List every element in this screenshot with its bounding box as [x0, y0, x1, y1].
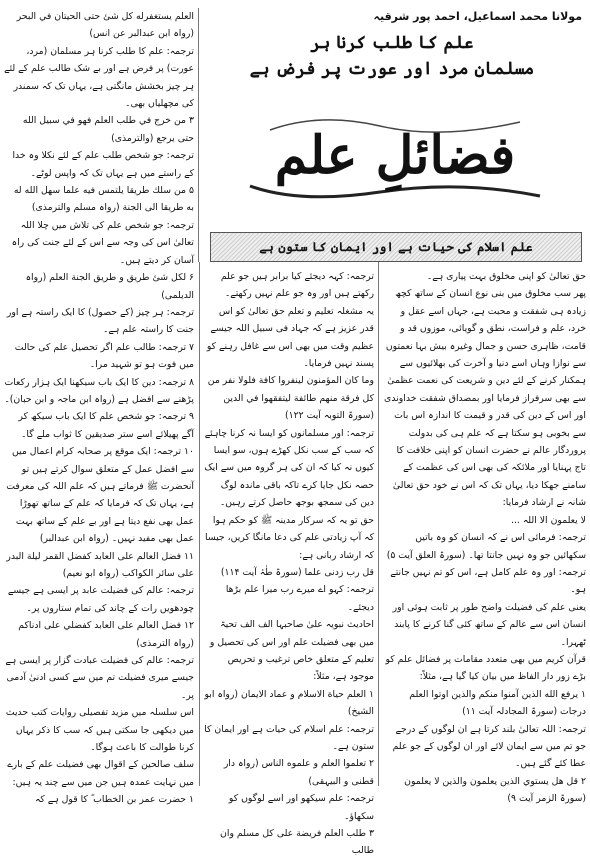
paragraph: اس سلسلہ میں مزید تفصیلی روایات کتب حدیث میں دیکھی جا سکتی ہیں کہ سب کا ذکر یہاں کرنا طوالت کا باعث ہوگا۔	[5, 707, 194, 754]
paragraph: ۱ يرفع الله الذين آمنوا منكم والذين اوتوا العلم درجات (سورۃ المجادلہ آیت ۱۱)	[409, 688, 586, 718]
paragraph: ۶ لكل شئ طريق و طريق الجنة العلم (رواہ الدیلمی)	[25, 272, 194, 301]
paragraph: ترجمہ: کہو اے میرے رب میرا علم بڑھا دیجئے۔	[225, 584, 374, 613]
tagline-line-1: علم کا طلب کرنا ہر	[310, 33, 474, 53]
paragraph: وما كان المؤمنون لينفروا كافة فلولا نفر من كل فرقة منهم طائفة ليتفقهوا في الدين (سورۃ التوبہ آیت ۱۲۲)	[207, 375, 374, 422]
column-divider	[198, 8, 199, 262]
tagline	[206, 30, 578, 82]
paragraph: ترجمہ: جو شخص طلب علم کے لئے نکلا وہ خدا کے راستے میں ہے یہاں تک کہ واپس لوٹے۔	[12, 150, 194, 179]
middle-column	[204, 268, 374, 857]
paragraph: ترجمہ: عالم کی فضیلت عبادت گزار پر ایسی ہے جیسے میری فضیلت تم میں سے کسی ادنیٰ آدمی پر۔	[5, 655, 194, 701]
paragraph: ۸ ترجمہ: دین کا ایک باب سیکھنا ایک ہزار رکعات پڑھنے سے افضل ہے (رواہ ابن ماجہ و ابن حبان)۔	[4, 376, 194, 405]
paragraph: ترجمہ: جو شخص علم کی تلاش میں چلا اللہ تعالیٰ اس کی وجہ سے اس کے لئے جنت کی راہ آسان کر دیتے ہیں۔	[11, 219, 194, 266]
paragraph: لا یعلمون الا اللہ ...	[511, 514, 586, 526]
paragraph: ۹ ترجمہ: جو شخص علم کا ایک باب سیکھ کر آگے پھیلائے اسے ستر صدیقین کا ثواب ملے گا۔	[18, 411, 194, 440]
paragraph: ترجمہ: علم اسلام کی حیات ہے اور ایمان کا ستون ہے۔	[204, 723, 374, 752]
paragraph: یعنی علم کی فضیلت واضح طور پر ثابت ہوئی اور انسان اس سے عالم کے ساتھ کئی گنا کرنے کا پابند ٹھہرا۔	[392, 601, 586, 648]
left-column	[4, 8, 194, 806]
paragraph: یہ مشغلہ تعلیم و تعلم حق تعالیٰ کو اس قدر عزیز ہے کہ جہاد فی سبیل اللہ جیسے عظیم وقت میں بھی اس سے غافل رہنے کو پسند نہیں فرمایا۔	[206, 305, 374, 370]
paragraph: ترجمہ: عالم کی فضیلت عابد پر ایسی ہے جیسے چودھویں رات کے چاند کی تمام ستاروں پر۔	[7, 585, 194, 614]
paragraph: حق تعالیٰ کو اپنی مخلوق بہت پیاری ہے۔	[426, 271, 586, 282]
paragraph: ۱۱ فضل العالم على العابد كفضل القمر ليلة البدر على سائر الكواكب (رواہ ابو نعیم)	[6, 550, 194, 579]
paragraph: احادیث نبویہ علیٰ صاحبہا الف الف تحیۃ میں بھی فضیلت علم اور اس کی تحصیل و تعلیم کے متعلق خاص ترغیب و تحریص موجود ہے، مثلاً:	[209, 619, 374, 683]
author-name: مولانا محمد اسماعیل، احمد پور شرقیہ	[373, 10, 582, 23]
right-column	[384, 268, 586, 805]
paragraph: ۲ قل هل يستوي الذين يعلمون والذين لا يعلمون (سورۃ الزمر آیت ۹)	[404, 775, 586, 805]
paragraph: ۷ ترجمہ: طالب علم اگر تحصیل علم کی حالت میں فوت ہو تو شہید مرا۔	[14, 341, 194, 371]
paragraph: ترجمہ: علم سیکھو اور اسے لوگوں کو سکھاؤ۔	[228, 793, 374, 822]
paragraph: ترجمہ: علم کا طلب کرنا ہر مسلمان (مرد، عورت) پر فرض ہے اور بے شک طالب علم کے لئے ہر چیز بخشش مانگتی ہے، یہاں تک کہ سمندر کی مچھلیاں بھی۔	[4, 45, 194, 110]
paragraph: ترجمہ: اور وہ علم کامل ہے، اس کو تم نہیں جانتے ہو۔	[390, 566, 586, 596]
paragraph: ترجمہ: کہہ دیجئے کیا برابر ہیں جو علم رکھتے ہیں اور وہ جو علم نہیں رکھتے۔	[220, 271, 374, 300]
title-text: فضائلِ علم	[274, 125, 516, 186]
paragraph: قرآن کریم میں بھی متعدد مقامات پر فضائل علم کو بڑے زور دار الفاظ میں بیان کیا گیا ہے، مثلاً:	[385, 653, 586, 683]
paragraph: سلف صالحین کے اقوال بھی فضیلت علم کے بارے میں نہایت عمدہ ہیں جن میں سے چند یہ ہیں:	[7, 759, 194, 788]
paragraph: پھر سب مخلوق میں بنی نوع انسان کے ساتھ کچھ زیادہ ہی شفقت و محبت ہے، جہاں اسے عقل و خرد، علم و فراست، نطق و گویائی، موزوں قد و قامت، ظاہری حسن و جمال وغیرہ بیش بہا نعمتوں سے نوازا وہاں اسے دنیا و آخرت کی بھلائیوں سے ہمکنار کرنے کے لئے دین و شریعت کی نعمت عظمیٰ سے بھی سرفراز فرمایا اور بمصداق شفقت خداوندی اور اس کے دین کی قدر و قیمت کا اندازہ اس بات سے بخوبی ہو سکتا ہے کہ علم ہی کی بدولت پروردگار عالم نے حضرت انسان کو اپنی خلافت کا تاج پہنایا اور ملائکہ کی بھی اس کی عظمت کے سامنے جھکا دیا، یہاں تک کہ اس نے خود حق تعالیٰ شانہ نے ارشاد فرمایا:	[384, 288, 586, 509]
paragraph: ۳ طلب العلم فريضة على كل مسلم وان طالب	[220, 828, 374, 857]
paragraph: العلم يستغفرله كل شئ حتى الحيتان في البحر (رواہ ابن عبدالبر عن انس)	[16, 11, 194, 40]
paragraph: ۱ العلم حياة الاسلام و عماد الايمان (رواہ ابو الشیخ)	[204, 688, 374, 718]
paragraph: ۳ من خرج في طلب العلم فهو في سبيل الله حتى يرجع (والترمذی)	[22, 115, 194, 144]
tagline-line-2: مسلمان مرد اور عورت پر فرض ہے	[249, 59, 535, 79]
paragraph: ۲ تعلموا العلم و علموه الناس (رواہ دار قطنی و البیہقی)	[223, 758, 374, 787]
paragraph: ترجمہ: اللہ تعالیٰ بلند کرتا ہے ان لوگوں کے درجے جو تم میں سے ایمان لائے اور ان لوگوں کے جو علم عطا کئے گئے ہیں۔	[392, 723, 586, 770]
article-banner: علم اسلام کی حیات ہے اور ایمان کا ستون ہے	[210, 232, 582, 262]
paragraph: ۱۰ ترجمہ: ایک موقع پر صحابہ کرام اعمال میں سے افضل عمل کے متعلق سوال کرتے ہیں تو آنحضرت ﷺ فرماتے ہیں کہ علم اللہ کی معرفت ہے، یہاں تک کہ فرمایا کہ علم کے ساتھ تھوڑا عمل بھی نفع دیتا ہے اور بے علم کے ساتھ بہت عمل بھی مفید نہیں۔ (رواہ ابن عبدالبر)	[6, 446, 194, 545]
paragraph: ترجمہ: ہر چیز (کے حصول) کا ایک راستہ ہے اور جنت کا راستہ علم ہے۔	[6, 306, 194, 336]
column-divider	[199, 262, 200, 786]
paragraph: ۱۲ فضل العالم على العابد كفضلي على ادناكم (رواہ الترمذی)	[18, 620, 194, 649]
paragraph: ترجمہ: اور مسلمانوں کو ایسا نہ کرنا چاہئے کہ سب کے سب نکل کھڑے ہوں، سو ایسا کیوں نہ کیا کہ ان کی ہر گروہ میں سے ایک حصہ نکل جایا کرے تاکہ باقی ماندہ لوگ دین کی سمجھ بوجھ حاصل کرتے رہیں۔	[204, 427, 374, 509]
column-divider	[378, 262, 379, 786]
paragraph: حق تو یہ کہ سرکار مدینہ ﷺ کو حکم ہوا کہ آپ زیادتی علم کی دعا مانگا کریں، جیسا کہ ارشاد ربانی ہے:	[204, 514, 374, 561]
paragraph: ترجمہ: فرمائی اس نے کہ انسان کو وہ باتیں سکھائیں جو وہ نہیں جانتا تھا۔ (سورۃ العلق آیت ۵)	[386, 532, 586, 561]
paragraph: قل رب زدنی علما (سورۃ طٰہٰ آیت ۱۱۴)	[220, 566, 374, 578]
paragraph: ۵ من سلك طريقا يلتمس فيه علما سهل الله له به طريقا الى الجنة (رواہ مسلم والترمذی)	[13, 185, 194, 214]
article-title	[230, 100, 560, 212]
paragraph: ۱ حضرت عمر بن الخطاب ؓ کا قول ہے کہ	[34, 794, 194, 806]
